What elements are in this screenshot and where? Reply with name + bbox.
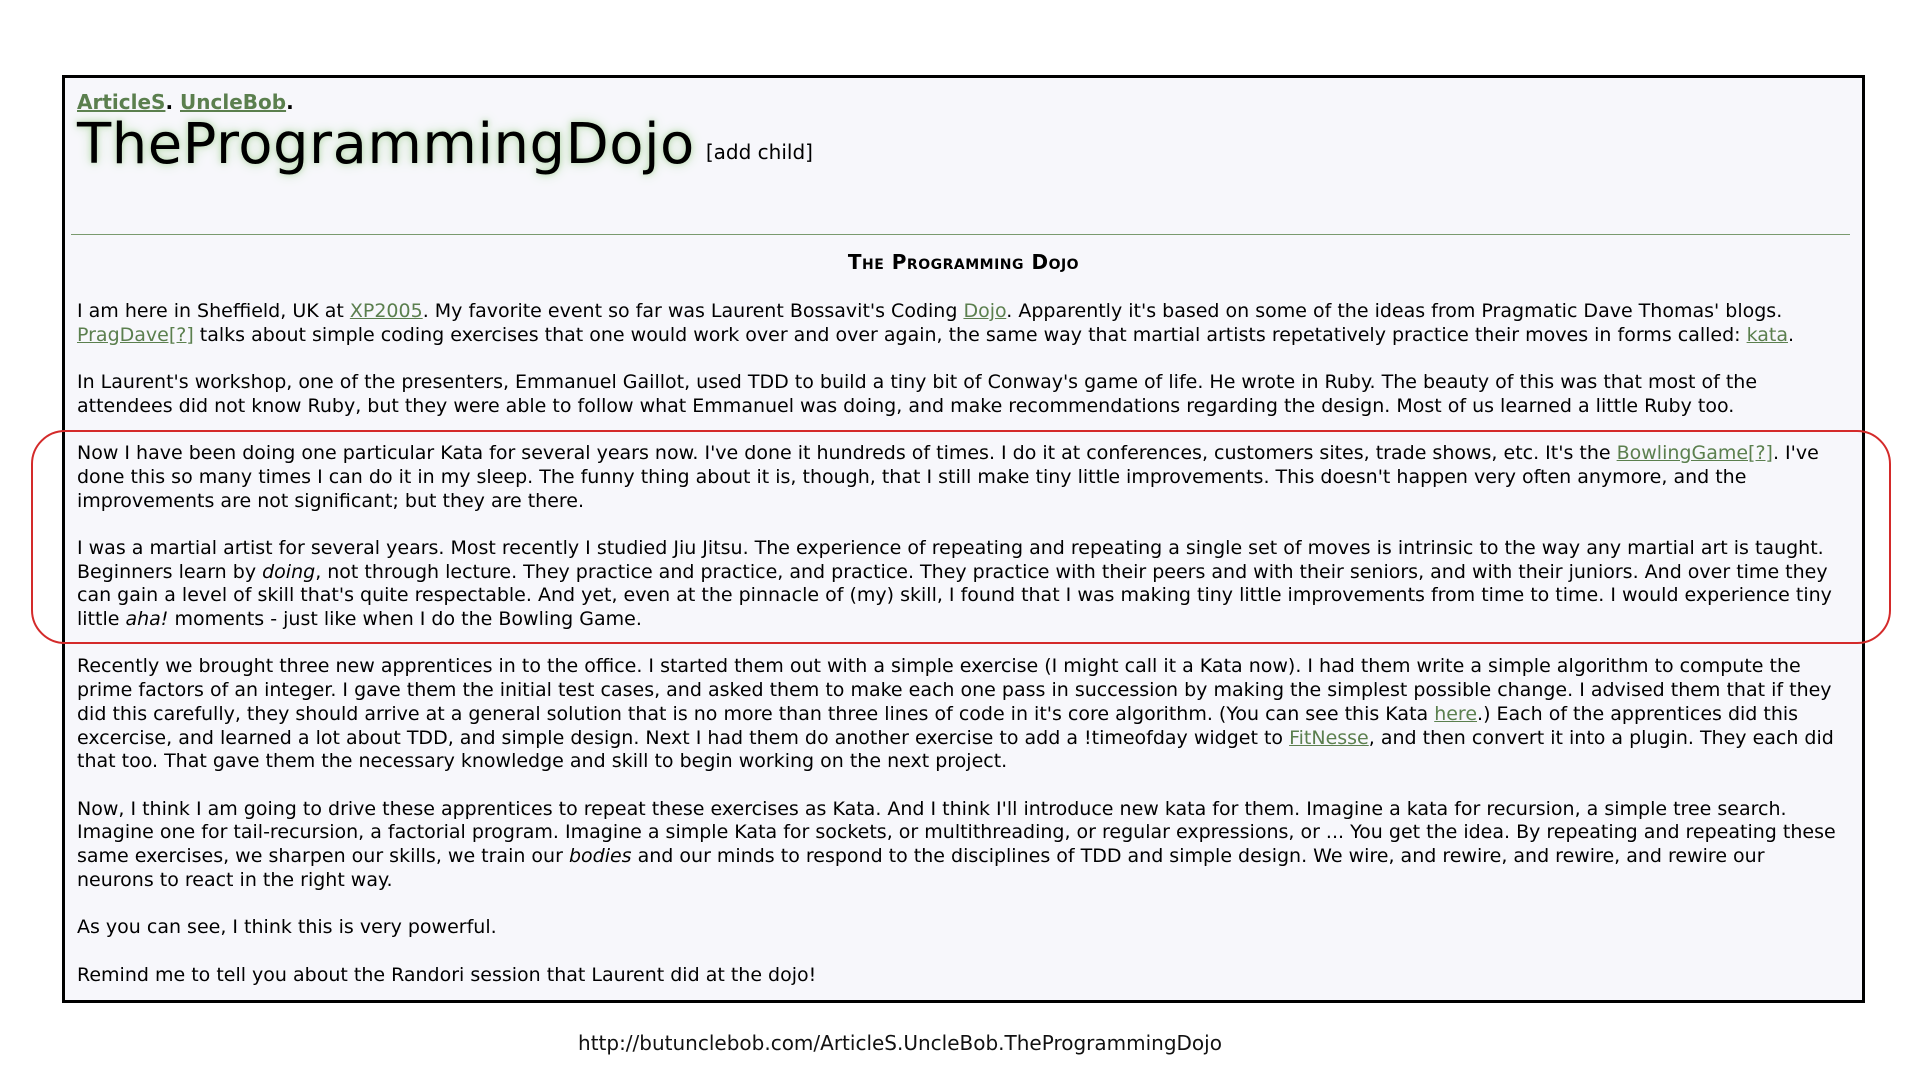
text: .) Each of the apprentices did this excercise, and learned a lot about TDD, and simple design. Next I had them do another exercise to add a !timeofday widget to [77,702,1799,749]
link-here[interactable]: here [1434,702,1478,725]
emphasis: doing [262,560,316,583]
link-pragdave[interactable]: PragDave[?] [77,323,194,346]
link-bowlinggame[interactable]: BowlingGame[?] [1616,442,1773,465]
text: Recently we brought three new apprentices in to the office. I started them out with a simple exercise (I might call it a Kata now). I had them write a simple algorithm to compute the prime factors of an integer. I gave them the initial test cases, and asked them to make each one pass in succession by making the simplest possible change. I advised them that if they did this carefully, they should arrive at a general solution that is no more than three lines of code in it's core algorithm. (You can see this Kata [77,655,1832,725]
paragraph-7: As you can see, I think this is very powerful. [77,916,497,939]
emphasis: bodies [568,845,632,868]
text: . I've done this so many times I can do it in my sleep. The funny thing about it is, though, that I still make tiny little improvements. This doesn't happen very often anymore, and the improvements are not significant; but they are there. [77,442,1819,512]
paragraph-2: In Laurent's workshop, one of the presenters, Emmanuel Gaillot, used TDD to build a tiny bit of Conway's game of life. He wrote in Ruby. The beauty of this was that most of the attendees did not know Ruby, but they were able to follow what Emmanuel was doing, and make recommendations regarding the design. Most of us learned a little Ruby too. [77,371,1758,417]
breadcrumb-link-articles[interactable]: ArticleS [77,90,166,114]
title-row [77,112,813,177]
breadcrumb [77,90,294,114]
page-title: TheProgrammingDojo [77,112,695,177]
paragraph-6 [77,798,1844,893]
article-body [77,300,1844,1011]
paragraph-5 [77,655,1844,774]
add-child-link[interactable]: [add child] [705,140,813,164]
wiki-page [62,75,1865,1003]
breadcrumb-link-unclebob[interactable]: UncleBob [180,90,287,114]
link-kata[interactable]: kata [1746,323,1788,346]
paragraph-8: Remind me to tell you about the Randori session that Laurent did at the dojo! [77,963,817,986]
text: , not through lecture. They practice and practice, and practice. They practice with their peers and with their seniors, and with their juniors. And over time they can gain a level of skill that's quite respectable. And yet, even at the pinnacle of (my) skill, I found that I was making tiny little improvements from time to time. I would experience tiny little [77,560,1832,631]
text: Now I have been doing one particular Kata for several years now. I've done it hundreds of times. I do it at conferences, customers sites, trade shows, etc. It's the [77,442,1617,465]
text: I was a martial artist for several years. Most recently I studied Jiu Jitsu. The experience of repeating and repeating a single set of moves is intrinsic to the way any martial art is taught. Beginners learn by [77,536,1824,583]
text: I am here in Sheffield, UK at [77,300,350,322]
text: . My favorite event so far was Laurent Bossavit's Coding [422,300,964,322]
text: and our minds to respond to the disciplines of TDD and simple design. We wire, and rewire, and rewire, and rewire our neurons to react in the right way. [77,845,1765,891]
paragraph-3 [77,442,1844,513]
header-divider [71,234,1850,235]
text: . Apparently it's based on some of the ideas from Pragmatic Dave Thomas' blogs. [1006,300,1783,322]
source-url: http://butunclebob.com/ArticleS.UncleBob.TheProgrammingDojo [578,1031,1222,1055]
text: moments - just like when I do the Bowling Game. [168,608,642,631]
paragraph-4 [77,537,1844,632]
text: Now, I think I am going to drive these apprentices to repeat these exercises as Kata. And I think I'll introduce new kata for them. Imagine a kata for recursion, a simple tree search. Imagine one for tail-recursion, a factorial program. Imagine a simple Kata for sockets, or multithreading, or regular expressions, or ... You get the idea. By repeating and repeating these same exercises, we sharpen our skills, we train our [77,797,1836,868]
breadcrumb-separator: . [165,90,180,114]
text: , and then convert it into a plugin. They each did that too. That gave them the necessary knowledge and skill to begin working on the next project. [77,726,1834,773]
link-xp2005[interactable]: XP2005 [349,300,423,322]
article-heading: The Programming Dojo [847,250,1080,274]
breadcrumb-separator: . [286,90,294,114]
text: talks about simple coding exercises that one would work over and over again, the same way that martial artists repetatively practice their moves in forms called: [193,323,1747,346]
text: . [1788,323,1795,346]
link-fitnesse[interactable]: FitNesse [1289,726,1369,749]
paragraph-1 [77,300,1844,347]
link-dojo[interactable]: Dojo [963,300,1007,322]
emphasis: aha! [125,608,169,631]
